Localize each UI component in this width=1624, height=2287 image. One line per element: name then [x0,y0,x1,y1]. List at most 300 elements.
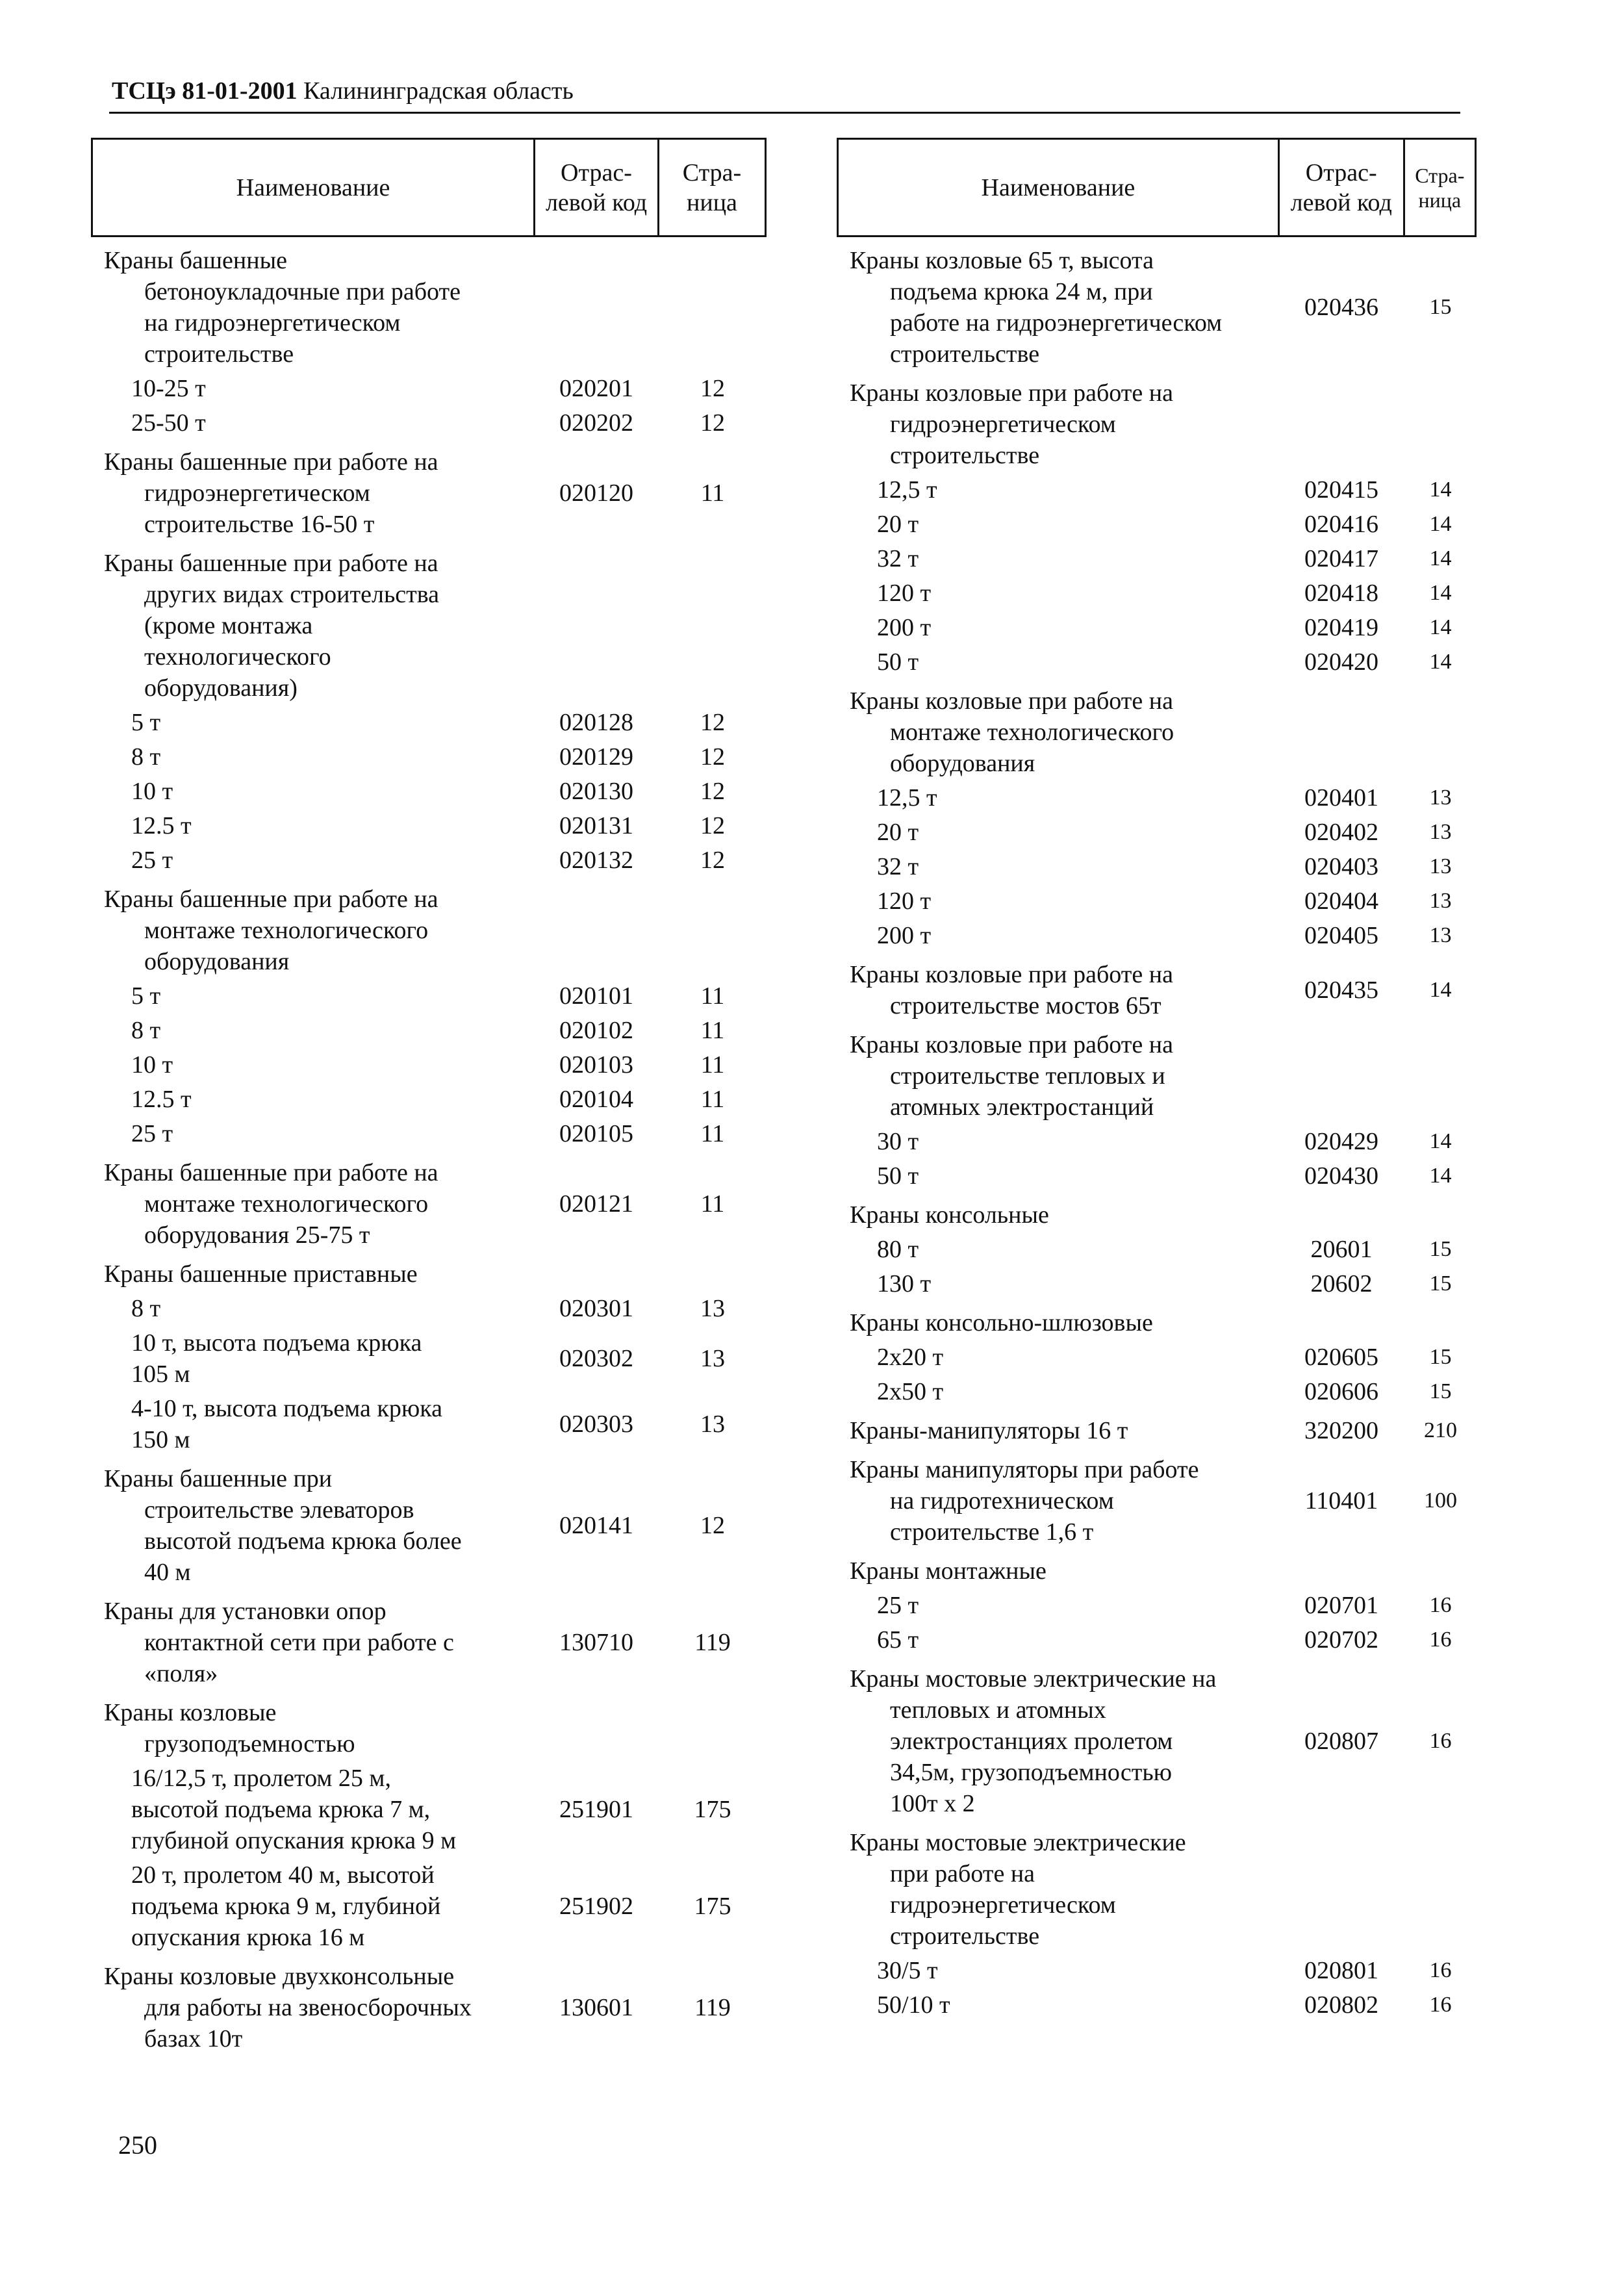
row-name [91,1157,534,1251]
row-name-line: 2х50 т [877,1378,944,1405]
row-code: 020401 [1304,784,1378,811]
row-page: 119 [694,1629,731,1656]
row-name-line: других видах строительства [144,581,440,608]
row-name-line: Краны башенные при [104,1465,333,1492]
row-name [91,1393,534,1455]
row-name [837,817,1278,848]
table-row-item [837,817,1477,848]
row-page: 14 [1429,581,1452,605]
row-code: 020416 [1304,511,1378,538]
row-page: 12 [700,812,725,839]
table-row-item [91,1015,767,1046]
row-name-line: оборудования [890,750,1035,777]
table-row-item [91,845,767,876]
row-name [837,578,1278,609]
row-page: 15 [1429,295,1452,319]
table-row-item [837,543,1477,574]
row-name [837,1454,1278,1548]
row-page: 14 [1429,650,1452,674]
row-page: 13 [1429,786,1452,810]
row-name [837,1663,1278,1819]
row-page: 13 [1429,923,1452,947]
row-name-line: Краны мостовые электрические на [850,1665,1217,1693]
row-name-line: Краны башенные при работе на [104,448,438,476]
row-code: 020120 [559,479,633,507]
row-code: 020405 [1304,922,1378,949]
row-name [91,707,534,738]
table-row-item [837,1234,1477,1265]
row-page: 14 [1429,546,1452,570]
row-name [91,1049,534,1080]
row-code: 130601 [559,1994,633,2021]
row-code: 020131 [559,812,633,839]
row-name-line: 5 т [131,709,161,736]
row-name [837,1376,1278,1407]
row-name [837,1234,1278,1265]
row-page: 13 [700,1411,725,1438]
row-code: 020702 [1304,1626,1378,1654]
row-name-line: Краны козловые при работе на [850,1031,1173,1058]
row-name-line: Краны мостовые электрические [850,1829,1186,1856]
row-name [91,884,534,977]
row-code: 020701 [1304,1592,1378,1619]
row-name-line: технологического [144,643,331,671]
row-name [837,782,1278,813]
row-name-line: высотой подъема крюка более [144,1527,462,1555]
row-page: 210 [1424,1418,1457,1442]
row-page: 14 [1429,478,1452,502]
row-page: 15 [1429,1379,1452,1403]
row-name [91,1463,534,1588]
row-name [91,1015,534,1046]
table-row-item [837,474,1477,505]
row-name [837,1955,1278,1986]
table-row-group [91,884,767,977]
table-row-item [837,1268,1477,1299]
row-name [837,1029,1278,1123]
row-name-line: атомных электростанций [890,1093,1154,1121]
page-number: 250 [118,2130,157,2160]
row-code: 110401 [1304,1487,1378,1514]
column-header-code-text: Отрас-левой код [1290,159,1392,216]
row-name [837,851,1278,882]
table-row-item [837,1989,1477,2021]
row-name [91,548,534,704]
row-page: 13 [700,1295,725,1322]
table-row-item [91,776,767,807]
row-name-line: подъема крюка 9 м, глубиной [131,1893,441,1920]
row-name-line: монтаже технологического [890,719,1174,746]
row-name-line: 120 т [877,888,932,915]
row-code: 020606 [1304,1378,1378,1405]
row-name [91,810,534,841]
row-name-line: Краны козловые двухконсольные [104,1963,455,1990]
row-name-line: 150 м [131,1426,190,1453]
table-row-group [837,377,1477,471]
row-name-line: работе на гидроэнергетическом [890,309,1223,337]
row-name-line: 12.5 т [131,1086,192,1113]
row-code: 020801 [1304,1957,1378,1984]
row-name-line: 10 т, высота подъема крюка [131,1329,422,1357]
row-name-line: 4-10 т, высота подъема крюка [131,1395,443,1422]
row-name [91,1327,534,1390]
table-row-group [91,1961,767,2054]
table-row-item [837,1376,1477,1407]
row-name [837,474,1278,505]
row-name-line: 50/10 т [877,1991,950,2019]
row-code: 251901 [559,1796,633,1823]
row-name-line: 30 т [877,1128,919,1155]
row-page: 11 [700,982,725,1010]
table-row-item [91,707,767,738]
row-page: 12 [700,1512,725,1539]
row-page: 119 [694,1994,731,2021]
row-name-line: Краны башенные при работе на [104,886,438,913]
row-page: 16 [1429,1593,1452,1617]
table-row-group [91,1697,767,1759]
row-name-line: при работе на [890,1860,1035,1887]
table-row-group [837,1663,1477,1819]
row-name [837,1342,1278,1373]
column-header-code [533,140,657,235]
row-name [837,1199,1278,1231]
table-row-group [837,245,1477,370]
row-name-line: 5 т [131,982,161,1010]
row-name [91,845,534,876]
row-code: 020435 [1304,977,1378,1004]
row-name-line: 16/12,5 т, пролетом 25 м, [131,1765,391,1792]
row-page: 14 [1429,978,1452,1002]
row-name [837,646,1278,678]
row-page: 13 [1429,820,1452,844]
row-name [837,543,1278,574]
row-name-line: 25 т [877,1592,919,1619]
table-row-item [837,1624,1477,1655]
row-code: 130710 [559,1629,633,1656]
row-code: 020302 [559,1345,633,1372]
row-code: 020130 [559,778,633,805]
row-code: 020129 [559,743,633,771]
table-row-item [91,1859,767,1953]
table-row-item [91,407,767,439]
row-name [837,1555,1278,1587]
row-name-line: 32 т [877,545,919,572]
row-name-line: Краны козловые [104,1699,277,1726]
table-row-group [91,1157,767,1251]
row-page: 175 [694,1796,731,1823]
row-name-line: 8 т [131,1017,161,1044]
row-page: 12 [700,375,725,402]
row-name-line: 130 т [877,1270,932,1297]
row-name [837,245,1278,370]
row-code: 020403 [1304,853,1378,880]
row-name-line: 25 т [131,847,173,874]
row-name-line: 12.5 т [131,812,192,839]
table-row-item [91,980,767,1012]
row-name-line: строительстве 1,6 т [890,1518,1094,1546]
right-table-body [837,245,1477,2021]
row-page: 100 [1424,1488,1457,1513]
row-name-line: 30/5 т [877,1957,938,1984]
row-name [91,1293,534,1324]
row-page: 13 [1429,889,1452,913]
row-name-line: гидроэнергетическом [890,411,1116,438]
row-code: 020201 [559,375,633,402]
row-code: 020104 [559,1086,633,1113]
row-code: 020429 [1304,1128,1378,1155]
row-page: 16 [1429,1628,1452,1652]
row-page: 11 [700,479,725,507]
row-code: 020101 [559,982,633,1010]
table-row-item [91,1118,767,1149]
row-name-line: базах 10т [144,2025,243,2052]
row-name [837,685,1278,779]
table-row-group [91,1596,767,1689]
row-name [91,1258,534,1290]
table-row-item [91,1293,767,1324]
row-code: 020303 [559,1411,633,1438]
row-code: 020417 [1304,545,1378,572]
row-name-line: строительстве 16-50 т [144,511,375,538]
row-name [837,612,1278,643]
row-name-line: 34,5м, грузоподъемностью [890,1759,1173,1786]
row-code: 020105 [559,1120,633,1147]
row-name-line: 10 т [131,778,173,805]
table-row-group [91,1258,767,1290]
row-name [91,1596,534,1689]
row-page: 12 [700,409,725,437]
row-name [837,1415,1278,1446]
row-name-line: 120 т [877,580,932,607]
row-code: 320200 [1304,1417,1378,1444]
row-name [91,1084,534,1115]
row-code: 020430 [1304,1162,1378,1190]
row-name-line: 20 т, пролетом 40 м, высотой [131,1861,435,1889]
table-row-group [837,1415,1477,1446]
row-name-line: Краны-манипуляторы 16 т [850,1417,1128,1444]
row-code: 020436 [1304,294,1378,321]
row-page: 16 [1429,1958,1452,1982]
table-header [837,138,1477,237]
row-name-line: электростанциях пролетом [890,1728,1173,1755]
row-page: 175 [694,1893,731,1920]
table-row-group [91,446,767,540]
row-code: 020415 [1304,476,1378,504]
row-name [91,245,534,370]
table-row-item [837,782,1477,813]
table-row-group [837,959,1477,1021]
row-name-line: 10 т [131,1051,173,1079]
column-header-name: Наименование [236,173,390,201]
row-code: 020128 [559,709,633,736]
row-name [91,407,534,439]
row-name-line: на гидроэнергетическом [144,309,401,337]
row-name-line: 80 т [877,1236,919,1263]
table-row-group [837,1199,1477,1231]
row-page: 11 [700,1120,725,1147]
table-row-group [837,1307,1477,1338]
row-name-line: 105 м [131,1361,190,1388]
row-name [837,377,1278,471]
row-name-line: строительстве [144,340,294,368]
row-name [91,1697,534,1759]
row-name-line: 8 т [131,743,161,771]
row-name-line: 20 т [877,819,919,846]
row-name-line: подъема крюка 24 м, при [890,278,1153,305]
row-name-line: Краны башенные [104,247,287,274]
table-row-group [837,1454,1477,1548]
table-row-group [91,1463,767,1588]
row-name [91,1763,534,1856]
row-name-line: высотой подъема крюка 7 м, [131,1796,431,1823]
row-name [837,1827,1278,1952]
row-name-line: бетоноукладочные при работе [144,278,461,305]
row-name-line: 200 т [877,614,932,641]
table-row-group [837,685,1477,779]
table-row-item [837,509,1477,540]
row-name-line: строительстве [890,1923,1040,1950]
row-name-line: Краны башенные при работе на [104,1159,438,1186]
row-name-line: 50 т [877,1162,919,1190]
table-row-item [91,1763,767,1856]
row-page: 14 [1429,1164,1452,1188]
row-page: 16 [1429,1993,1452,2017]
column-header-page-text: Стра-ница [1415,163,1465,212]
table-row-item [837,612,1477,643]
row-page: 12 [700,743,725,771]
row-name-line: 10-25 т [131,375,206,402]
row-name-line: опускания крюка 16 м [131,1924,365,1951]
row-name [837,1307,1278,1338]
row-name [91,1961,534,2054]
row-name-line: гидроэнергетическом [144,479,370,507]
table-row-item [837,1590,1477,1621]
table-row-group [837,1555,1477,1587]
table-row-item [837,920,1477,951]
row-page: 16 [1429,1729,1452,1753]
row-code: 020102 [559,1017,633,1044]
column-header-name: Наименование [981,173,1136,201]
table-row-group [91,548,767,704]
row-name-line: Краны козловые при работе на [850,379,1173,407]
row-name-line: 20 т [877,511,919,538]
standard-code: ТСЦэ 81-01-2001 [112,77,298,105]
row-name-line: Краны козловые 65 т, высота [850,247,1154,274]
row-page: 13 [1429,854,1452,878]
table-row-group [837,1029,1477,1123]
row-code: 020807 [1304,1728,1378,1755]
row-name [91,741,534,773]
row-name [91,776,534,807]
column-header-code [1278,140,1403,235]
row-name [837,920,1278,951]
row-name [91,446,534,540]
row-code: 020404 [1304,888,1378,915]
row-code: 020419 [1304,614,1378,641]
table-row-item [837,578,1477,609]
table-header [91,138,767,237]
row-page: 12 [700,709,725,736]
header-rule [109,112,1460,114]
row-code: 020141 [559,1512,633,1539]
row-name-line: 8 т [131,1295,161,1322]
row-page: 12 [700,778,725,805]
row-page: 11 [700,1190,725,1218]
row-name-line: оборудования) [144,674,298,702]
row-name [837,1590,1278,1621]
row-page: 14 [1429,615,1452,639]
row-name-line: 40 м [144,1559,191,1586]
table-row-group [91,245,767,370]
row-code: 020605 [1304,1344,1378,1371]
row-name [837,1624,1278,1655]
row-name-line: 50 т [877,648,919,676]
row-name-line: глубиной опускания крюка 9 м [131,1827,457,1854]
row-name-line: контактной сети при работе с [144,1629,454,1656]
row-name-line: Краны манипуляторы при работе [850,1456,1199,1483]
table-row-item [837,851,1477,882]
table-row-item [837,646,1477,678]
row-name [91,980,534,1012]
column-header-code-text: Отрас-левой код [545,159,648,216]
row-name [837,1126,1278,1157]
column-header-page-text: Стра-ница [682,159,742,216]
row-name-line: для работы на звеносборочных [144,1994,472,2021]
row-name-line: гидроэнергетическом [890,1891,1116,1919]
row-name-line: строительстве тепловых и [890,1062,1165,1090]
table-row-group [837,1827,1477,1952]
row-name-line: на гидротехническом [890,1487,1114,1514]
table-row-item [91,810,767,841]
left-table-body [91,245,767,2054]
row-name-line: 12,5 т [877,476,937,504]
table-row-item [837,1955,1477,1986]
row-page: 14 [1429,512,1452,536]
row-name-line: монтаже технологического [144,1190,429,1218]
row-page: 15 [1429,1237,1452,1261]
row-name-line: строительстве [890,442,1040,469]
row-code: 020301 [559,1295,633,1322]
row-code: 020103 [559,1051,633,1079]
table-row-item [91,1049,767,1080]
row-name [837,959,1278,1021]
row-name-line: Краны козловые при работе на [850,961,1173,988]
row-page: 11 [700,1051,725,1079]
row-page: 12 [700,847,725,874]
row-code: 020420 [1304,648,1378,676]
row-code: 20602 [1310,1270,1373,1297]
row-code: 020202 [559,409,633,437]
row-name-line: грузоподъемностью [144,1730,355,1757]
row-name [837,1160,1278,1192]
row-code: 020418 [1304,580,1378,607]
row-page: 11 [700,1017,725,1044]
row-code: 020121 [559,1190,633,1218]
row-name-line: 65 т [877,1626,919,1654]
row-name-line: 2х20 т [877,1344,944,1371]
column-header-page [1403,140,1475,235]
row-name [837,1268,1278,1299]
row-name-line: Краны консольные [850,1201,1049,1229]
row-name [91,1118,534,1149]
column-header-page [657,140,765,235]
row-name-line: 25 т [131,1120,173,1147]
row-page: 13 [700,1345,725,1372]
row-name-line: Краны консольно-шлюзовые [850,1309,1153,1336]
left-column-table [91,138,767,2054]
table-row-item [91,1393,767,1455]
table-row-item [837,1126,1477,1157]
